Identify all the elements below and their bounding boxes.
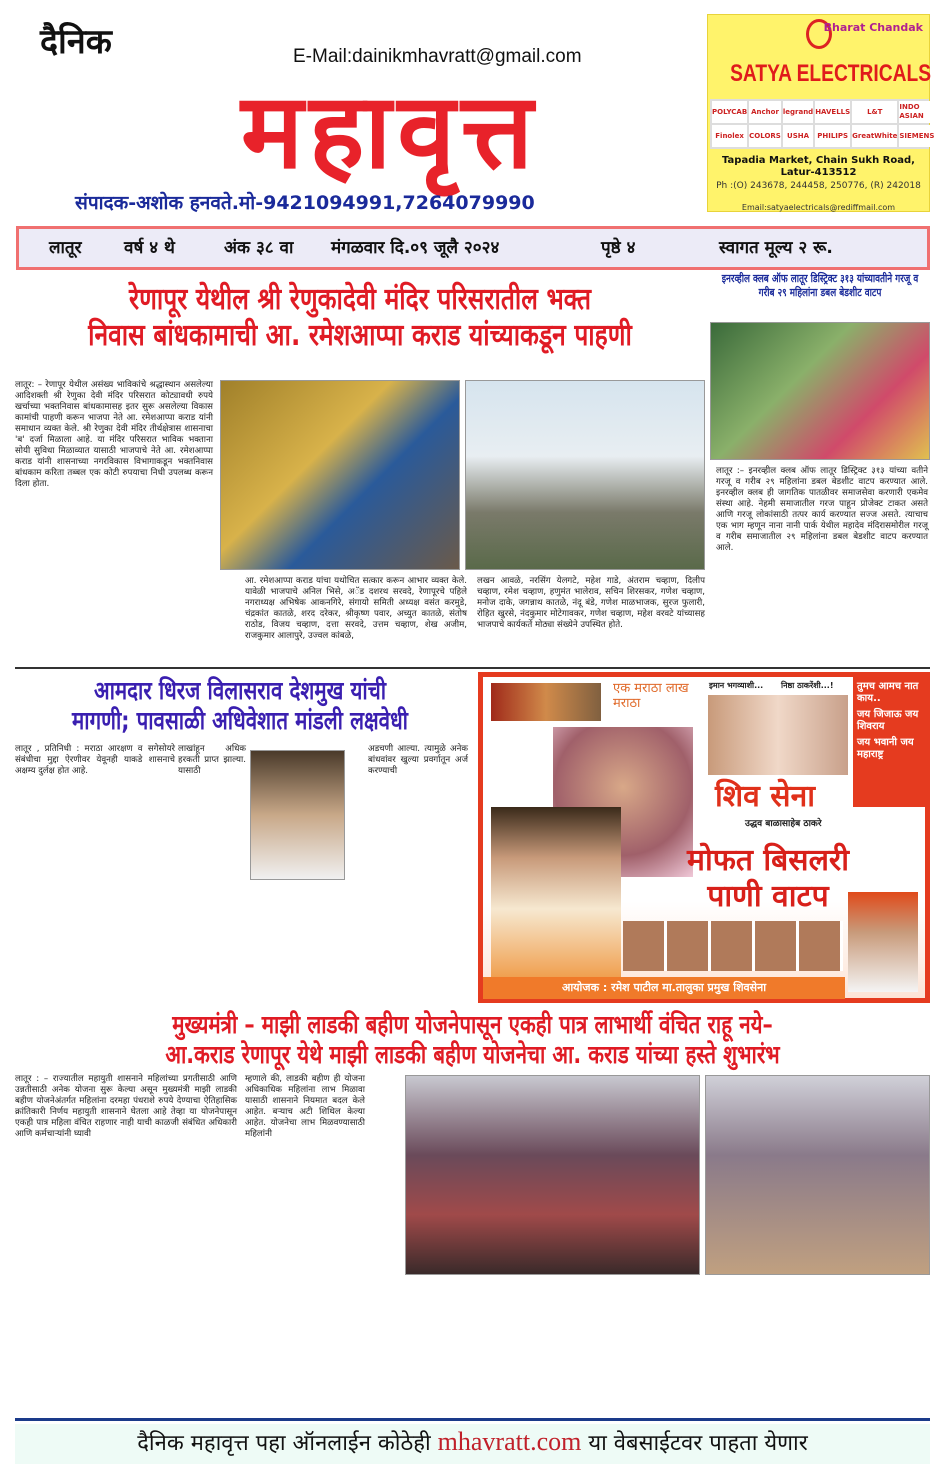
brand: GreatWhite [852, 125, 897, 147]
article2-body-col2: लाखांहून अधिक हरकती प्राप्त झाल्या. यासाठी [178, 744, 246, 776]
section-divider [15, 667, 930, 669]
issue: अंक ३८ वा [224, 238, 294, 258]
headline-line: आमदार धिरज विलासराव देशमुख यांची [93, 676, 387, 705]
headline-line: रेणापूर येथील श्री रेणुकादेवी मंदिर परिसरातील भक्त [129, 282, 591, 317]
article2-photo [250, 750, 345, 880]
ad-tag: इमान भगव्याशी... [709, 681, 764, 690]
article1-headline [15, 282, 705, 354]
brand: legrand [783, 101, 813, 123]
ad-side-panel [853, 677, 925, 807]
ad-organizer-photo [491, 807, 621, 977]
ad-address: Tapadia Market, Chain Sukh Road, Latur-413512 [722, 155, 915, 178]
footer-website-link[interactable]: mhavratt.com [437, 1427, 582, 1456]
article2-body: लातूर , प्रतिनिधी : मराठा आरक्षण व सगेसोयरे संबंधीचा मुद्दा ऐरणीवर येवूनही याकडे शासनाचे अक्षम्य दुर्लक्ष होत आहे. [15, 744, 175, 776]
brand: USHA [783, 125, 813, 147]
article3-headline [15, 1010, 930, 1070]
side-slogan: जय भवानी जय महाराष्ट्र [857, 737, 914, 760]
city: लातूर [49, 238, 82, 258]
headline-line: आ.कराड रेणापूर येथे माझी लाडकी बहीण योजनेचा आ. कराड यांच्या हस्ते शुभारंभ [165, 1040, 780, 1069]
satya-electricals-ad [707, 14, 935, 212]
ad-organizer: आयोजक : रमेश पाटील मा.तालुका प्रमुख शिवसेना [483, 977, 845, 999]
article3-body-col2: म्हणाले की, लाडकी बहीण ही योजना अधिकाधिक महिलांना लाभ मिळावा यासाठी शासनाने नियमात बदल केले आहेत. बऱ्याच अटी शिथिल केल्या आहेत. योजनेचा लाभ मिळवण्यासाठी महिलांनी [245, 1074, 365, 1139]
year: वर्ष ४ थे [124, 238, 175, 258]
ad-leader: उद्धव बाळासाहेब ठाकरे [745, 819, 822, 829]
article3-photo-crowd [405, 1075, 700, 1275]
side-article-photo [710, 322, 930, 460]
footer-divider [15, 1418, 930, 1421]
ad-line: पाणी वाटप [707, 879, 829, 914]
headline-line: निवास बांधकामाची आ. रमेशआप्पा कराड यांच्याकडून पाहणी [88, 318, 632, 353]
ad-phone: Ph :(O) 243678, 244458, 250776, (R) 242018 [716, 181, 921, 191]
article1-photo-group [465, 380, 705, 570]
brand: PHILIPS [815, 125, 850, 147]
article3-photo-stage [705, 1075, 930, 1275]
brand: HAVELLS [815, 101, 850, 123]
ad-tag: निष्ठा ठाकरेंशी...! [781, 681, 834, 690]
brand: COLORS [749, 125, 781, 147]
brand: SIEMENS [899, 125, 934, 147]
article1-body-col2: आ. रमेशआप्पा कराड यांचा यथोचित सत्कार करून आभार व्यक्त केले. यावेळी भाजपाचे अनिल भिसे, अॅड दशरथ सरवदे, रेणापूरचे पहिले नगराध्यक्ष अभिषेक आकनगिरे, संगायो समिती अध्यक्ष वसंत करमुडे, चंद्रकांत कातळे, शरद दरेकर, श्रीकृष्ण पवार, अच्युत कातळे, संतोष राठोड, विजय चव्हाण, दत्ता सरवदे, उत्तम चव्हाण, शेख अजीम, राजकुमार आलापुरे, उज्वल कांबळे, [245, 576, 467, 641]
ad-email: Email:satyaelectricals@rediffmail.com [741, 203, 896, 212]
article2-body-col3: अडचणी आल्या. त्यामुळे अनेक बांधवांवर खुल्या प्रवर्गातून अर्ज करण्याची [368, 744, 468, 776]
ad-name: SATYA ELECTRICALS [730, 60, 932, 87]
footer-text: दैनिक महावृत्त पहा ऑनलाईन कोठेही [137, 1431, 431, 1456]
pages: पृष्ठे ४ [601, 238, 636, 258]
footer-banner [15, 1424, 930, 1464]
footer-text: या वेबसाईटवर पाहता येणार [588, 1431, 808, 1456]
ad-person-photo [848, 892, 918, 992]
ad-slogan: एक मराठा लाख मराठा [613, 681, 689, 711]
date: मंगळवार दि.०९ जूलै २०२४ [331, 238, 500, 258]
masthead-editor: संपादक-अशोक हनवते.मो-9421094991,7264079990 [75, 192, 535, 214]
ad-party: शिव सेना [715, 779, 815, 814]
headline-line: मुख्यमंत्री – माझी लाडकी बहीण योजनेपासून एकही पात्र लाभार्थी वंचित राहू नये– [172, 1010, 773, 1039]
brand: Finolex [712, 125, 747, 147]
masthead-prefix: दैनिक [40, 22, 112, 62]
brand: Anchor [749, 101, 781, 123]
brand: L&T [852, 101, 897, 123]
price: स्वागत मूल्य २ रू. [719, 238, 833, 258]
ad-portraits [491, 683, 601, 721]
brand: POLYCAB [712, 101, 747, 123]
ad-leaders-photo [708, 695, 848, 775]
masthead-title: महावृत्त [240, 70, 540, 192]
masthead-email: E-Mail:dainikmhavratt@gmail.com [293, 46, 582, 67]
article1-body-col3: लखन आवळे, नरसिंग येलगटे, महेश गाडे, अंतराम चव्हाण, दिलीप चव्हाण, रमेश चव्हाण, हणुमंत भालेराव, सचिन शिरसकर, गणेश चव्हाण, मनोज दाके, जगन्नाथ कातळे, नंदू बंडे, गणेश माळभाजक, सुरज फुलारी, रोहित खुरसे, नंदकुमार मोटेगावकर, गणेश चव्हाण, महेश वरवटे यांच्यासह भाजपाचे कार्यकर्ते मोठ्या संख्येने उपस्थित होते. [477, 576, 705, 630]
side-slogan: तुमच आमच नात काय.. [857, 681, 919, 704]
article2-headline [15, 676, 465, 736]
side-article-headline: इनरव्हील क्लब ऑफ लातूर डिस्ट्रिक्ट ३१३ यांच्यावतीने गरजू व गरीब २९ महिलांना डबल बेडशीट वाटप [721, 272, 919, 299]
ad-owner: Bharat Chandak [823, 21, 923, 34]
article3-body: लातूर : – राज्यातील महायुती शासनाने महिलांच्या प्रगतीसाठी आणि उन्नतीसाठी अनेक योजना सुरू केल्या असून मुख्यमंत्री माझी लाडकी बहीण योजनेअंतर्गत महिलांना दरमहा पंधराशे रुपये देण्याचा ऐतिहासिक क्रांतिकारी निर्णय महायुती शासनाने घेतला आहे तेव्हा या योजनेपासून एकही पात्र महिला वंचित राहणार नाही याची काळजी संबंधित अधिकारी आणि कर्मचाऱ्यांनी घ्यावी [15, 1074, 237, 1139]
brand-grid [710, 99, 935, 149]
article1-body: लातूर: – रेणापूर येथील असंख्य भाविकांचे श्रद्धास्थान असलेल्या आदिशक्ती श्री रेणुका देवी मंदिर परिसरात कोट्यावधी रुपये खर्चाच्या भक्तनिवास बांधकामासह इतर सुरू असलेल्या विकास कामांची पाहणी करून भाजपा नेते आ. रमेशआप्पा कराड यांनी समाधान व्यक्त केले. श्री रेणुका देवी मंदिर तीर्थक्षेत्रास शासनाचा 'ब' दर्जा मिळाला आहे. या मंदिर परिसरात भाविक भक्ताना सोयी सुविधा मिळाव्यात यासाठी भाजपाचे नेते आ. रमेशआप्पा कराड यांनी शासनाच्या नगरविकास विभागाकडून भक्तनिवास बांधकाम करिता तब्बल एक कोटी रुपयाचा निधी उपलब्ध करून दिला होता. [15, 380, 213, 489]
issue-info-bar [16, 226, 930, 270]
article1-photo-temple [220, 380, 460, 570]
side-slogan: जय जिजाऊ जय शिवराय [857, 709, 919, 732]
ad-line: मोफत बिसलरी [687, 843, 849, 878]
brand: INDO ASIAN [899, 101, 934, 123]
headline-line: मागणी; पावसाळी अधिवेशात मांडली लक्षवेधी [72, 706, 408, 735]
side-article-body: लातूर :– इनरव्हील क्लब ऑफ लातूर डिस्ट्रिक्ट ३१३ यांच्या वतीने गरजू व गरीब २९ महिलांना डबल बेडशीट वाटप करण्यात आले. इनरव्हील क्लब ही जागतिक पातळीवर समाजसेवा करणारी एकमेव संस्था आहे. नेहमी समाजातील गरज पाहून प्रोजेक्ट टाकत असते आणि गरजू लोकांसाठी तत्पर कार्य करण्यात सज्ज असते. त्याचाच एक भाग म्हणून नाना नानी पार्क येथील महादेव मंदिरासमोरील गरजू व गरीब समाजातील २९ महिलांना डबल बेडशीट वाटप करण्यात आले. [716, 466, 928, 553]
shivsena-ad [478, 672, 930, 1003]
ad-member-photos [623, 921, 843, 971]
